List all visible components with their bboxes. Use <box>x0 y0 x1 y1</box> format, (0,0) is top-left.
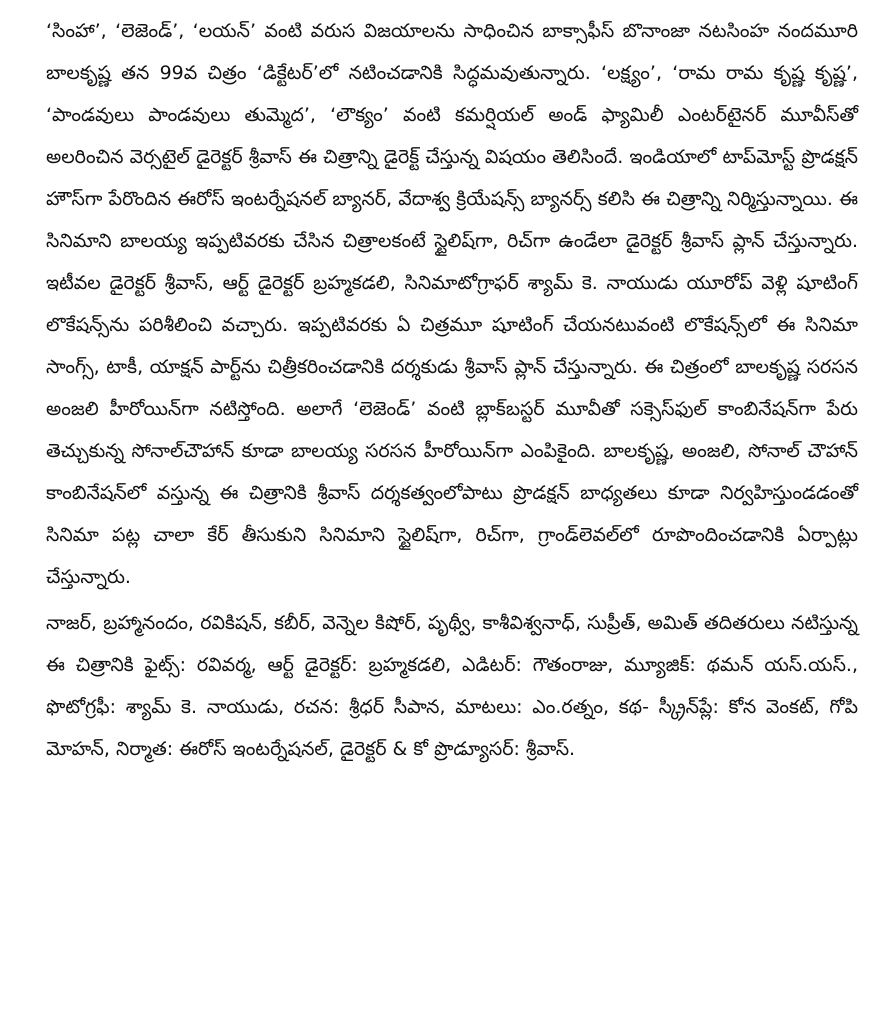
article-paragraph-1: ‘సింహా’, ‘లెజెండ్’, ‘లయన్’ వంటి వరుస విజయాలను సాధించిన బాక్సాఫీస్ బొనాంజా నటసింహ నందమూరి బాలకృష్ణ తన 99వ చిత్రం ‘డిక్టేటర్’లో నటించడానికి సిద్ధమవుతున్నారు. ‘లక్ష్యం’, ‘రామ రామ కృష్ణ కృష్ణ’, ‘పాండవులు పాండవులు తుమ్మెద’, ‘లౌక్యం’ వంటి కమర్షియల్ అండ్ ఫ్యామిలీ ఎంటర్‌టైనర్ మూవీస్‌తో అలరించిన వెర్సటైల్ డైరెక్టర్ శ్రీవాస్ ఈ చిత్రాన్ని డైరెక్ట్ చేస్తున్న విషయం తెలిసిందే. ఇండియాలో టాప్‌మోస్ట్ ప్రొడక్షన్ హౌస్‌గా పేరొందిన ఈరోస్ ఇంటర్నేషనల్ బ్యానర్, వేదాశ్వ క్రియేషన్స్ బ్యానర్స్ కలిసి ఈ చిత్రాన్ని నిర్మిస్తున్నాయి. ఈ సినిమాని బాలయ్య ఇప్పటివరకు చేసిన చిత్రాలకంటే స్టైలిష్‌గా, రిచ్‌గా ఉండేలా డైరెక్టర్ శ్రీవాస్ ప్లాన్ చేస్తున్నారు. ఇటీవల డైరెక్టర్ శ్రీవాస్, ఆర్ట్ డైరెక్టర్ బ్రహ్మకడలి, సినిమాటోగ్రాఫర్ శ్యామ్ కె. నాయుడు యూరోప్ వెళ్లి షూటింగ్ లొకేషన్స్‌ను పరిశీలించి వచ్చారు. ఇప్పటివరకు ఏ చిత్రమూ షూటింగ్ చేయనటువంటి లొకేషన్స్‌లో ఈ సినిమా సాంగ్స్, టాకీ, యాక్షన్ పార్ట్‌ను చిత్రీకరించడానికి దర్శకుడు శ్రీవాస్ ప్లాన్ చేస్తున్నారు. ఈ చిత్రంలో బాలకృష్ణ సరసన అంజలి హీరోయిన్‌గా నటిస్తోంది. అలాగే ‘లెజెండ్’ వంటి బ్లాక్‌బస్టర్ మూవీతో సక్సెస్‌ఫుల్ కాంబినేషన్‌గా పేరు తెచ్చుకున్న సోనాల్‌చౌహాన్ కూడా బాలయ్య సరసన హీరోయిన్‌గా ఎంపికైంది. బాలకృష్ణ, అంజలి, సోనాల్ చౌహాన్ కాంబినేషన్‌లో వస్తున్న ఈ చిత్రానికి శ్రీవాస్ దర్శకత్వంలోపాటు ప్రొడక్షన్ బాధ్యతలు కూడా నిర్వహిస్తుండడంతో సినిమా పట్ల చాలా కేర్ తీసుకుని సినిమాని స్టైలిష్‌గా, రిచ్‌గా, గ్రాండ్‌లెవల్‌లో రూపొందించడానికి ఏర్పాట్లు చేస్తున్నారు. <box>46 20 858 588</box>
article-body <box>46 10 858 770</box>
article-paragraph-2: నాజర్, బ్రహ్మానందం, రవికిషన్, కబీర్, వెన్నెల కిషోర్, పృథ్వీ, కాశీవిశ్వనాధ్, సుప్రీత్, అమిత్ తదితరులు నటిస్తున్న ఈ చిత్రానికి ఫైట్స్: రవివర్మ, ఆర్ట్ డైరెక్టర్: బ్రహ్మకడలి, ఎడిటర్: గౌతంరాజు, మ్యూజిక్: థమన్ యస్.యస్., ఫొటోగ్రఫీ: శ్యామ్ కె. నాయుడు, రచన: శ్రీధర్ సీపాన, మాటలు: ఎం.రత్నం, కథ- స్క్రీన్‌ప్లే: కోన వెంకట్, గోపి మోహన్, నిర్మాత: ఈరోస్ ఇంటర్నేషనల్, డైరెక్టర్ & కో ప్రొడ్యూసర్: శ్రీవాస్. <box>46 612 858 760</box>
